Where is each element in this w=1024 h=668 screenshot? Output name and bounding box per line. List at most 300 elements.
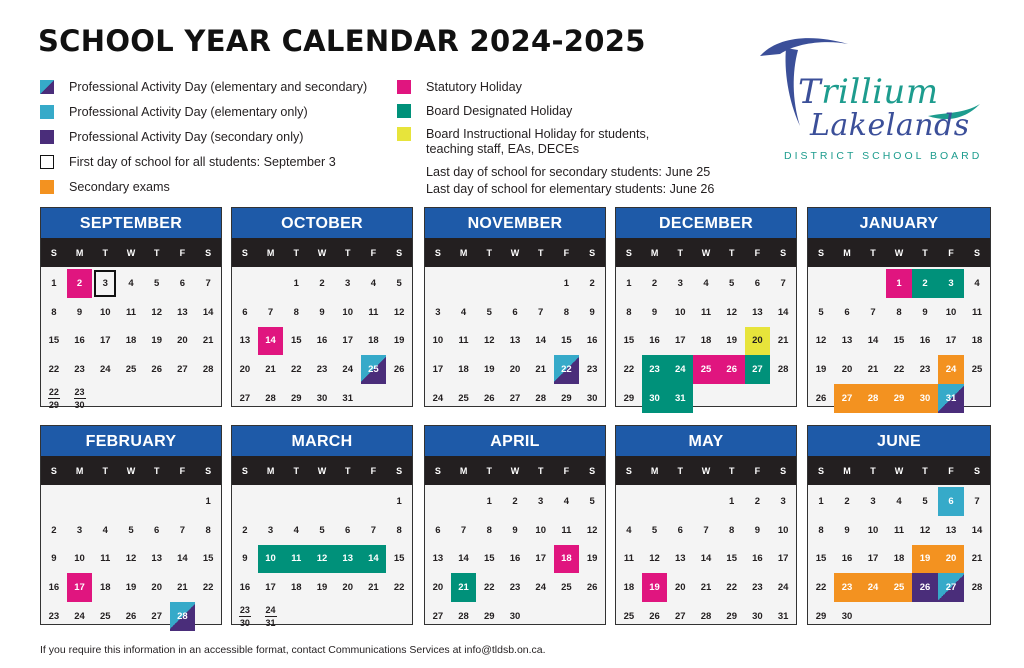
day-cell: 3 <box>538 495 544 507</box>
day-cell: 20 <box>674 582 686 594</box>
weekday-header <box>808 238 990 267</box>
day-cell: 21 <box>971 553 983 565</box>
day-cell: 17 <box>67 573 93 602</box>
weekday-header <box>232 456 412 485</box>
day-cell: 17 <box>432 364 444 376</box>
day-cell: 29 <box>815 611 827 623</box>
day-cell-empty <box>335 602 361 631</box>
day-cell-empty <box>118 384 144 413</box>
day-cell: 26 <box>125 611 137 623</box>
weekday-label: M <box>843 247 851 258</box>
day-cell: 1 <box>205 495 211 507</box>
legend-item-statutory <box>397 80 522 95</box>
day-cell: 1 <box>886 269 912 298</box>
day-cell: 5 <box>651 524 658 536</box>
day-cell: 23 <box>316 364 328 376</box>
legend-label: Secondary exams <box>69 180 170 194</box>
day-cell: 31 <box>667 384 693 413</box>
day-cell: 9 <box>512 524 518 536</box>
day-cell-empty <box>693 487 719 516</box>
day-cell: 3 <box>780 495 786 507</box>
month-name: FEBRUARY <box>41 426 221 456</box>
day-cell: 24 <box>74 611 85 623</box>
day-cell: 5 <box>589 495 595 507</box>
day-cell: 12 <box>815 335 827 347</box>
day-cell-empty <box>144 384 170 413</box>
month-may <box>615 425 797 625</box>
month-april <box>424 425 606 625</box>
weekday-label: M <box>75 465 84 476</box>
day-cell: 4 <box>703 277 709 289</box>
day-cell: 3 <box>345 277 351 289</box>
day-cell: 22 <box>483 582 495 594</box>
day-cell-empty <box>309 602 335 631</box>
weekday-label: T <box>102 465 109 476</box>
day-cell-split: 23 30 <box>74 387 85 411</box>
day-cell-empty <box>834 269 860 298</box>
day-cell-empty <box>386 384 412 413</box>
day-cell: 13 <box>151 553 162 565</box>
day-cell: 11 <box>971 306 983 318</box>
day-cell: 24 <box>342 364 353 376</box>
day-cell: 11 <box>100 553 111 565</box>
day-cell: 16 <box>48 582 60 594</box>
day-cell: 15 <box>483 553 495 565</box>
legend-item-instructional <box>397 127 671 157</box>
day-cell: 19 <box>483 364 495 376</box>
day-cell: 6 <box>179 277 186 289</box>
day-cell: 20 <box>151 582 162 594</box>
weekday-label: W <box>894 247 904 258</box>
day-cell: 15 <box>290 335 302 347</box>
day-cell-empty <box>170 487 196 516</box>
day-cell: 26 <box>719 355 745 384</box>
board-logo <box>758 30 998 168</box>
day-cell: 9 <box>922 306 928 318</box>
day-cell: 9 <box>319 306 325 318</box>
day-cell-empty <box>361 602 387 631</box>
weekday-label: S <box>205 247 212 258</box>
day-cell: 12 <box>151 306 162 318</box>
day-cell: 13 <box>432 553 444 565</box>
weekday-label: M <box>459 465 468 476</box>
day-cell-empty <box>144 487 170 516</box>
day-cell: 23 <box>919 364 931 376</box>
page-title: SCHOOL YEAR CALENDAR 2024-2025 <box>38 24 646 58</box>
day-cell-empty <box>283 602 309 631</box>
day-cell: 7 <box>780 277 786 289</box>
day-cell: 22 <box>48 364 60 376</box>
month-march <box>231 425 413 629</box>
day-cell: 6 <box>512 306 518 318</box>
weekday-label: F <box>179 247 186 258</box>
day-cell: 26 <box>912 573 938 602</box>
legend-label: Professional Activity Day (elementary only) <box>69 105 308 119</box>
day-cell: 31 <box>777 611 789 623</box>
day-cell: 18 <box>99 582 111 594</box>
day-cell: 11 <box>561 524 572 536</box>
day-cell: 4 <box>626 524 632 536</box>
day-cell: 2 <box>844 495 850 507</box>
day-cell: 19 <box>726 335 737 347</box>
weekday-label: T <box>922 247 928 258</box>
day-cell: 17 <box>777 553 789 565</box>
day-cell: 5 <box>154 277 160 289</box>
day-cell: 14 <box>202 306 214 318</box>
day-cell: 20 <box>509 364 521 376</box>
weekday-header <box>616 456 796 485</box>
weekday-label: F <box>754 247 761 258</box>
day-cell: 20 <box>938 545 964 574</box>
weekday-label: T <box>293 465 300 476</box>
day-cell: 9 <box>76 306 83 318</box>
day-cell: 18 <box>893 553 905 565</box>
day-cell: 30 <box>316 393 328 405</box>
weekday-header <box>808 456 990 485</box>
weekday-label: T <box>153 465 160 476</box>
day-cell: 11 <box>700 306 712 318</box>
day-cell: 17 <box>945 335 957 347</box>
day-cell: 14 <box>971 524 983 536</box>
weekday-label: W <box>317 247 327 258</box>
day-cell: 2 <box>912 269 938 298</box>
day-cell: 8 <box>486 524 492 536</box>
day-cell: 23 <box>752 582 763 594</box>
day-cell: 3 <box>677 277 683 289</box>
day-cell: 15 <box>561 335 572 347</box>
day-cell: 3 <box>938 269 964 298</box>
day-cell: 31 <box>938 384 964 413</box>
day-cell: 13 <box>945 524 957 536</box>
day-grid <box>425 485 605 631</box>
day-cell: 26 <box>483 393 495 405</box>
day-cell: 18 <box>125 335 137 347</box>
day-cell: 4 <box>896 495 902 507</box>
day-cell: 20 <box>239 364 251 376</box>
legend-label: Professional Activity Day (elementary and secondary) <box>69 80 368 94</box>
weekday-label: S <box>241 247 248 258</box>
weekday-label: W <box>510 465 520 476</box>
day-cell: 5 <box>128 524 134 536</box>
weekday-label: S <box>589 465 596 476</box>
day-cell: 29 <box>886 384 912 413</box>
day-cell: 11 <box>893 524 905 536</box>
day-cell-empty <box>860 269 886 298</box>
day-cell: 16 <box>841 553 853 565</box>
day-cell: 14 <box>177 553 188 565</box>
day-cell: 20 <box>177 335 188 347</box>
day-cell-empty <box>118 487 144 516</box>
day-cell: 17 <box>674 335 686 347</box>
day-cell: 19 <box>316 582 328 594</box>
day-cell-empty <box>67 487 93 516</box>
day-cell: 8 <box>896 306 902 318</box>
last-days-notes <box>426 164 714 198</box>
day-cell-empty <box>719 384 745 413</box>
weekday-label: T <box>153 247 160 258</box>
day-cell: 26 <box>815 393 827 405</box>
day-cell: 30 <box>752 611 763 623</box>
day-cell: 18 <box>700 335 712 347</box>
day-cell-empty <box>92 487 118 516</box>
day-cell: 16 <box>509 553 521 565</box>
day-grid <box>41 267 221 413</box>
legend-label: Board Instructional Holiday for students, teaching staff, EAs, DECEs <box>426 127 650 156</box>
day-cell: 11 <box>623 553 634 565</box>
day-cell: 12 <box>586 524 598 536</box>
day-cell: 9 <box>651 306 658 318</box>
day-cell: 11 <box>125 306 137 318</box>
day-cell: 9 <box>589 306 595 318</box>
last-day-elementary: Last day of school for elementary students: June 26 <box>426 182 715 196</box>
day-cell-empty <box>667 487 693 516</box>
legend-item-pa-sec <box>40 130 303 145</box>
day-cell: 29 <box>483 611 495 623</box>
day-cell: 28 <box>860 384 886 413</box>
day-cell: 24 <box>667 355 693 384</box>
day-cell: 18 <box>290 582 302 594</box>
weekday-label: S <box>50 247 57 258</box>
month-september <box>40 207 222 411</box>
day-cell-empty <box>502 269 528 298</box>
day-cell: 15 <box>623 335 635 347</box>
day-cell: 23 <box>509 582 521 594</box>
day-cell: 27 <box>834 384 860 413</box>
day-grid <box>232 267 412 413</box>
day-cell: 26 <box>393 364 405 376</box>
day-cell: 5 <box>486 306 492 318</box>
weekday-header <box>616 238 796 267</box>
day-cell: 4 <box>974 277 980 289</box>
logo-word-lakelands: Lakelands <box>810 108 970 143</box>
day-cell: 4 <box>102 524 108 536</box>
day-cell: 21 <box>700 582 712 594</box>
day-cell-empty <box>309 487 335 516</box>
day-cell: 12 <box>649 553 660 565</box>
day-cell: 20 <box>745 327 771 356</box>
month-name: SEPTEMBER <box>41 208 221 238</box>
weekday-label: S <box>973 465 980 476</box>
day-cell: 3 <box>870 495 876 507</box>
day-cell: 6 <box>345 524 351 536</box>
day-cell: 13 <box>752 306 763 318</box>
day-cell: 2 <box>242 524 248 536</box>
day-cell: 16 <box>649 335 660 347</box>
day-cell: 9 <box>844 524 850 536</box>
day-cell: 11 <box>368 306 379 318</box>
day-cell: 1 <box>626 277 632 289</box>
day-grid <box>41 485 221 631</box>
day-cell: 10 <box>674 306 686 318</box>
day-cell: 19 <box>151 335 162 347</box>
day-cell: 7 <box>205 277 211 289</box>
day-cell-empty <box>386 602 412 631</box>
day-cell: 9 <box>754 524 761 536</box>
day-cell-empty <box>860 602 886 631</box>
day-cell: 12 <box>919 524 931 536</box>
day-cell: 22 <box>623 364 635 376</box>
weekday-label: W <box>126 465 136 476</box>
day-cell: 24 <box>860 573 886 602</box>
day-cell: 17 <box>867 553 879 565</box>
day-grid <box>425 267 605 413</box>
legend-swatch <box>40 155 54 169</box>
day-cell: 17 <box>342 335 353 347</box>
day-cell: 12 <box>726 306 737 318</box>
day-cell: 6 <box>435 524 441 536</box>
day-cell: 22 <box>893 364 905 376</box>
legend-item-pa-elem <box>40 105 308 120</box>
day-cell: 3 <box>435 306 441 318</box>
day-cell: 28 <box>170 602 196 631</box>
weekday-label: F <box>370 465 377 476</box>
day-cell-empty <box>579 602 605 631</box>
day-cell: 2 <box>651 277 658 289</box>
day-cell: 23 <box>834 573 860 602</box>
day-cell: 6 <box>154 524 160 536</box>
day-grid <box>808 267 990 413</box>
day-cell: 15 <box>48 335 60 347</box>
day-cell: 27 <box>151 611 162 623</box>
weekday-label: S <box>625 465 632 476</box>
day-cell: 13 <box>674 553 686 565</box>
weekday-label: W <box>510 247 520 258</box>
day-cell: 7 <box>460 524 467 536</box>
day-cell: 21 <box>777 335 789 347</box>
day-cell-empty <box>528 602 554 631</box>
day-cell: 25 <box>971 364 983 376</box>
weekday-label: S <box>780 465 787 476</box>
day-cell: 1 <box>293 277 299 289</box>
day-cell: 27 <box>745 355 771 384</box>
day-cell: 21 <box>451 573 477 602</box>
day-cell: 4 <box>128 277 134 289</box>
day-cell: 14 <box>458 553 469 565</box>
day-cell: 7 <box>703 524 709 536</box>
day-cell: 27 <box>509 393 521 405</box>
day-cell: 1 <box>51 277 57 289</box>
day-cell: 7 <box>267 306 274 318</box>
weekday-label: S <box>241 465 248 476</box>
day-cell: 8 <box>563 306 570 318</box>
weekday-label: S <box>396 247 403 258</box>
day-cell: 17 <box>535 553 546 565</box>
day-cell-empty <box>476 269 502 298</box>
weekday-label: S <box>817 247 824 258</box>
day-cell: 24 <box>432 393 444 405</box>
weekday-label: S <box>50 465 57 476</box>
day-cell: 8 <box>51 306 57 318</box>
day-cell: 3 <box>94 270 116 297</box>
day-cell: 16 <box>586 335 598 347</box>
day-cell: 14 <box>361 545 387 574</box>
legend-item-board-designated <box>397 104 572 119</box>
day-cell: 7 <box>870 306 876 318</box>
legend-label: Professional Activity Day (secondary only) <box>69 130 304 144</box>
day-cell: 22 <box>202 582 214 594</box>
day-cell: 25 <box>458 393 469 405</box>
weekday-label: S <box>434 247 441 258</box>
day-cell: 15 <box>893 335 905 347</box>
day-cell-empty <box>964 384 990 413</box>
day-cell: 12 <box>309 545 335 574</box>
day-cell: 13 <box>239 335 251 347</box>
weekday-label: F <box>948 465 954 476</box>
day-cell: 28 <box>535 393 546 405</box>
day-cell-empty <box>528 269 554 298</box>
weekday-label: S <box>396 465 403 476</box>
day-cell: 29 <box>561 393 572 405</box>
weekday-label: M <box>843 465 851 476</box>
day-cell: 28 <box>777 364 789 376</box>
day-cell: 18 <box>368 335 379 347</box>
month-january <box>807 207 991 407</box>
day-cell: 4 <box>293 524 299 536</box>
day-cell: 21 <box>535 364 546 376</box>
day-cell: 20 <box>342 582 353 594</box>
day-cell: 12 <box>125 553 137 565</box>
day-cell-empty <box>41 487 67 516</box>
day-cell-empty <box>232 487 258 516</box>
day-cell: 2 <box>51 524 57 536</box>
day-cell: 13 <box>335 545 361 574</box>
day-cell: 13 <box>177 306 188 318</box>
day-cell: 18 <box>458 364 469 376</box>
day-cell: 3 <box>76 524 83 536</box>
day-cell: 16 <box>919 335 931 347</box>
day-cell: 16 <box>316 335 328 347</box>
day-cell: 6 <box>677 524 683 536</box>
day-cell: 21 <box>265 364 276 376</box>
weekday-label: M <box>266 465 275 476</box>
day-cell: 24 <box>777 582 789 594</box>
day-cell: 27 <box>177 364 188 376</box>
day-cell: 9 <box>51 553 57 565</box>
day-cell: 31 <box>342 393 353 405</box>
day-cell: 21 <box>177 582 188 594</box>
day-cell: 2 <box>512 495 518 507</box>
weekday-label: M <box>266 247 275 258</box>
weekday-label: M <box>650 465 659 476</box>
legend-item-first-day <box>40 155 336 170</box>
weekday-header <box>41 456 221 485</box>
weekday-header <box>425 456 605 485</box>
day-cell: 28 <box>700 611 712 623</box>
day-cell-empty <box>451 487 477 516</box>
day-grid <box>616 485 796 631</box>
day-cell: 19 <box>393 335 405 347</box>
weekday-label: T <box>486 465 493 476</box>
weekday-label: M <box>650 247 659 258</box>
month-name: JUNE <box>808 426 990 456</box>
weekday-label: T <box>537 465 544 476</box>
legend-item-exams <box>40 180 170 195</box>
day-cell: 30 <box>586 393 598 405</box>
day-cell: 6 <box>938 487 964 516</box>
day-cell-empty <box>258 269 284 298</box>
weekday-header <box>425 238 605 267</box>
day-cell-empty <box>886 602 912 631</box>
logo-word-trillium: Trillium <box>798 72 939 112</box>
day-cell-empty <box>745 384 771 413</box>
day-cell: 19 <box>586 553 598 565</box>
weekday-label: T <box>870 247 876 258</box>
weekday-label: T <box>344 465 351 476</box>
weekday-label: M <box>75 247 84 258</box>
day-cell: 4 <box>370 277 377 289</box>
weekday-label: F <box>179 465 186 476</box>
day-cell-split: 23 30 <box>239 605 250 629</box>
